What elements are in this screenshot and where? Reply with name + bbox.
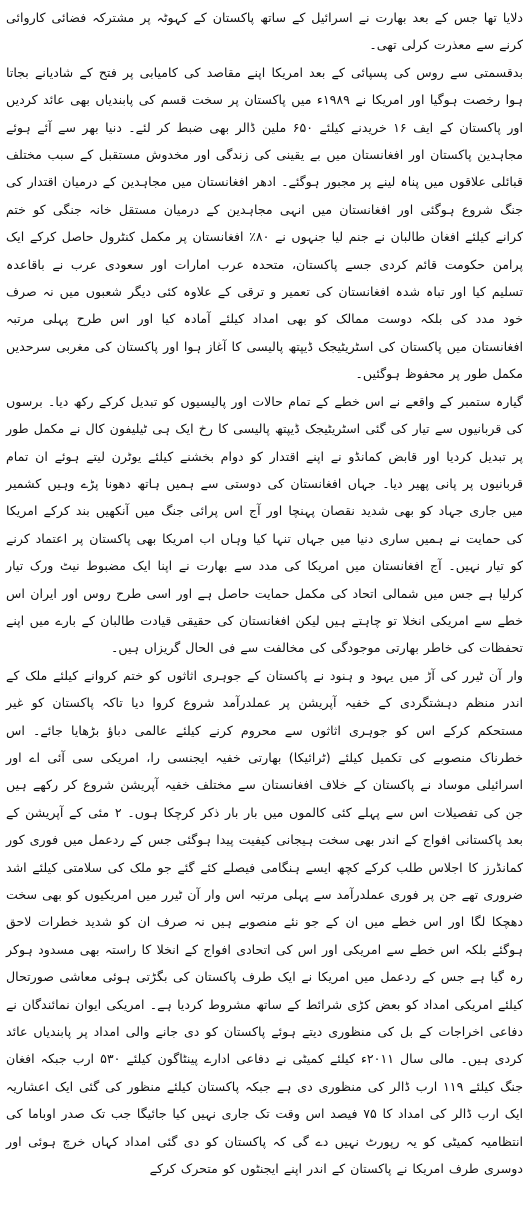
article-paragraph: وار آن ٹیرر کی آڑ میں یہود و ہنود نے پاکستان کے جوہری اثاثوں کو ختم کروانے کیلئے ملک کے اندر منظم دہشتگردی کے خفیہ آپریشن پر عملدرآمد شروع کروا دیا تاکہ پاکستان کو غیر مستحکم کرکے اس کو جوہری اثاثوں سے محروم کرنے کیلئے عالمی دباؤ بڑھایا جائے۔ اس خطرناک منصوبے کی تکمیل کیلئے (ٹرائیکا) بھارتی خفیہ ایجنسی را، امریکی سی آئی اے اور اسرائیلی موساد نے پاکستان کے خلاف افغانستان سے مختلف خفیہ آپریشن شروع کر رکھے ہیں جن کی تفصیلات اس سے پہلے کئی کالموں میں بار بار ذکر کرچکا ہوں۔ ۲ مئی کے آپریشن کے بعد پاکستانی افواج کے اندر بھی سخت ہیجانی کیفیت پیدا ہوگئی جس کے ردعمل میں فوری کور کمانڈرز کا اجلاس طلب کرکے کچھ ایسے ہنگامی فیصلے کئے گئے جو ملک کی سلامتی کیلئے اشد ضروری تھے جن پر فوری عملدرآمد سے پہلی مرتبہ اس وار آن ٹیرر میں امریکیوں کو بھی سخت دھچکا لگا اور اس خطے میں ان کے جو نئے منصوبے ہیں نہ صرف ان کو شدید خطرات لاحق ہوگئے بلکہ اس خطے سے امریکی اور اس کی اتحادی افواج کے انخلا کا راستہ بھی مسدود ہوکر رہ گیا ہے جس کے ردعمل میں امریکا نے ایک طرف پاکستان کی بگڑتی ہوئی معاشی صورتحال کیلئے امریکی امداد کو بعض کڑی شرائط کے ساتھ مشروط کردیا ہے۔ امریکی ایوان نمائندگان نے دفاعی اخراجات کے بل کی منظوری دیتے ہوئے پاکستان کو دی جانے والی امداد پر پابندیاں عائد کردی ہیں۔ مالی سال ۲۰۱۱ء کیلئے کمیٹی نے دفاعی ادارے پینٹاگون کیلئے ۵۳۰ ارب جبکہ افغان جنگ کیلئے ۱۱۹ ارب ڈالر کی منظوری دی ہے جبکہ پاکستان کیلئے منظور کی گئی ایک اعشاریہ ایک ارب ڈالر کی امداد کا ۷۵ فیصد اس وقت تک جاری نہیں کیا جائیگا جب تک صدر اوباما کی انتظامیہ کمیٹی کو یہ رپورٹ نہیں دے گی کہ پاکستان کو دی گئی امداد کہاں خرچ ہوئی اور دوسری طرف امریکا نے پاکستان کے اندر اپنے ایجنٹوں کو متحرک کرکے [6, 667, 524, 1177]
article-paragraph: بدقسمتی سے روس کی پسپائی کے بعد امریکا اپنے مقاصد کی کامیابی پر فتح کے شادیانے بجاتا ہوا رخصت ہوگیا اور امریکا نے ۱۹۸۹ء میں پاکستان پر سخت قسم کی پابندیاں بھی عائد کردیں اور پاکستان کے ایف ۱۶ خریدنے کیلئے ۶۵۰ ملین ڈالر بھی ضبط کر لئے۔ دنیا بھر سے آئے ہوئے مجاہدین پاکستان اور افغانستان میں بے یقینی کی زندگی اور مخدوش مستقبل کے سبب مختلف قبائلی علاقوں میں پناہ لینے پر مجبور ہوگئے۔ ادھر افغانستان میں مجاہدین کے درمیان اقتدار کی جنگ شروع ہوگئی اور افغانستان میں انہی مجاہدین کے درمیان مستقل خانہ جنگی کو ختم کرانے کیلئے افغان طالبان نے جنم لیا جنہوں نے ۸۰٪ افغانستان پر مکمل کنٹرول حاصل کرکے ایک پرامن حکومت قائم کردی جسے پاکستان، متحدہ عرب امارات اور سعودی عرب نے باقاعدہ تسلیم کیا اور تباہ شدہ افغانستان کی تعمیر و ترقی کے علاوہ کئی دیگر شعبوں میں نہ صرف خود مدد کی بلکہ دوست ممالک کو بھی امداد کیلئے آمادہ کیا اور اس طرح پہلی مرتبہ افغانستان میں پاکستان کی اسٹریٹیجک ڈیپتھ پالیسی کا آغاز ہوا اور پاکستان کی مغربی سرحدیں مکمل طور پر محفوظ ہوگئیں۔ [6, 64, 523, 382]
article-paragraph: دلایا تھا جس کے بعد بھارت نے اسرائیل کے ساتھ پاکستان کے کہوٹہ پر مشترکہ فضائی کاروائی کرنے سے معذرت کرلی تھی۔ [6, 10, 523, 53]
article-paragraph: گیارہ ستمبر کے واقعے نے اس خطے کے تمام حالات اور پالیسیوں کو تبدیل کرکے رکھ دیا۔ برسوں کی قربانیوں سے تیار کی گئی اسٹریٹیجک ڈیپتھ پالیسی کا رخ ایک ہی ٹیلیفون کال نے مکمل طور پر تبدیل کردیا اور قابض کمانڈو نے اپنے اقتدار کو دوام بخشنے کیلئے یوٹرن لیتے ہوئے ان تمام قربانیوں پر پانی پھیر دیا۔ جہاں افغانستان کی دوستی سے ہمیں ہاتھ دھونا پڑے وہیں کشمیر میں جاری جہاد کو بھی شدید نقصان پہنچا اور آج اس پرائی جنگ میں آنکھیں بند کرکے امریکا کی حمایت نے ہمیں ساری دنیا میں جہاں تنہا کیا وہاں اب امریکا بھی پاکستان پر اعتماد کرنے کو تیار نہیں۔ آج افغانستان میں امریکا کی مدد سے بھارت نے اپنا ایک مضبوط نیٹ ورک تیار کرلیا ہے جس میں شمالی اتحاد کی مکمل حمایت حاصل ہے اور اسی طرح روس اور ایران اس خطے سے امریکی انخلا تو چاہتے ہیں لیکن افغانستان کی حقیقی قیادت طالبان کے بارے میں اپنے تحفظات کی خاطر بھارتی موجودگی کی مخالفت سے فی الحال گریزاں ہیں۔ [6, 393, 523, 656]
